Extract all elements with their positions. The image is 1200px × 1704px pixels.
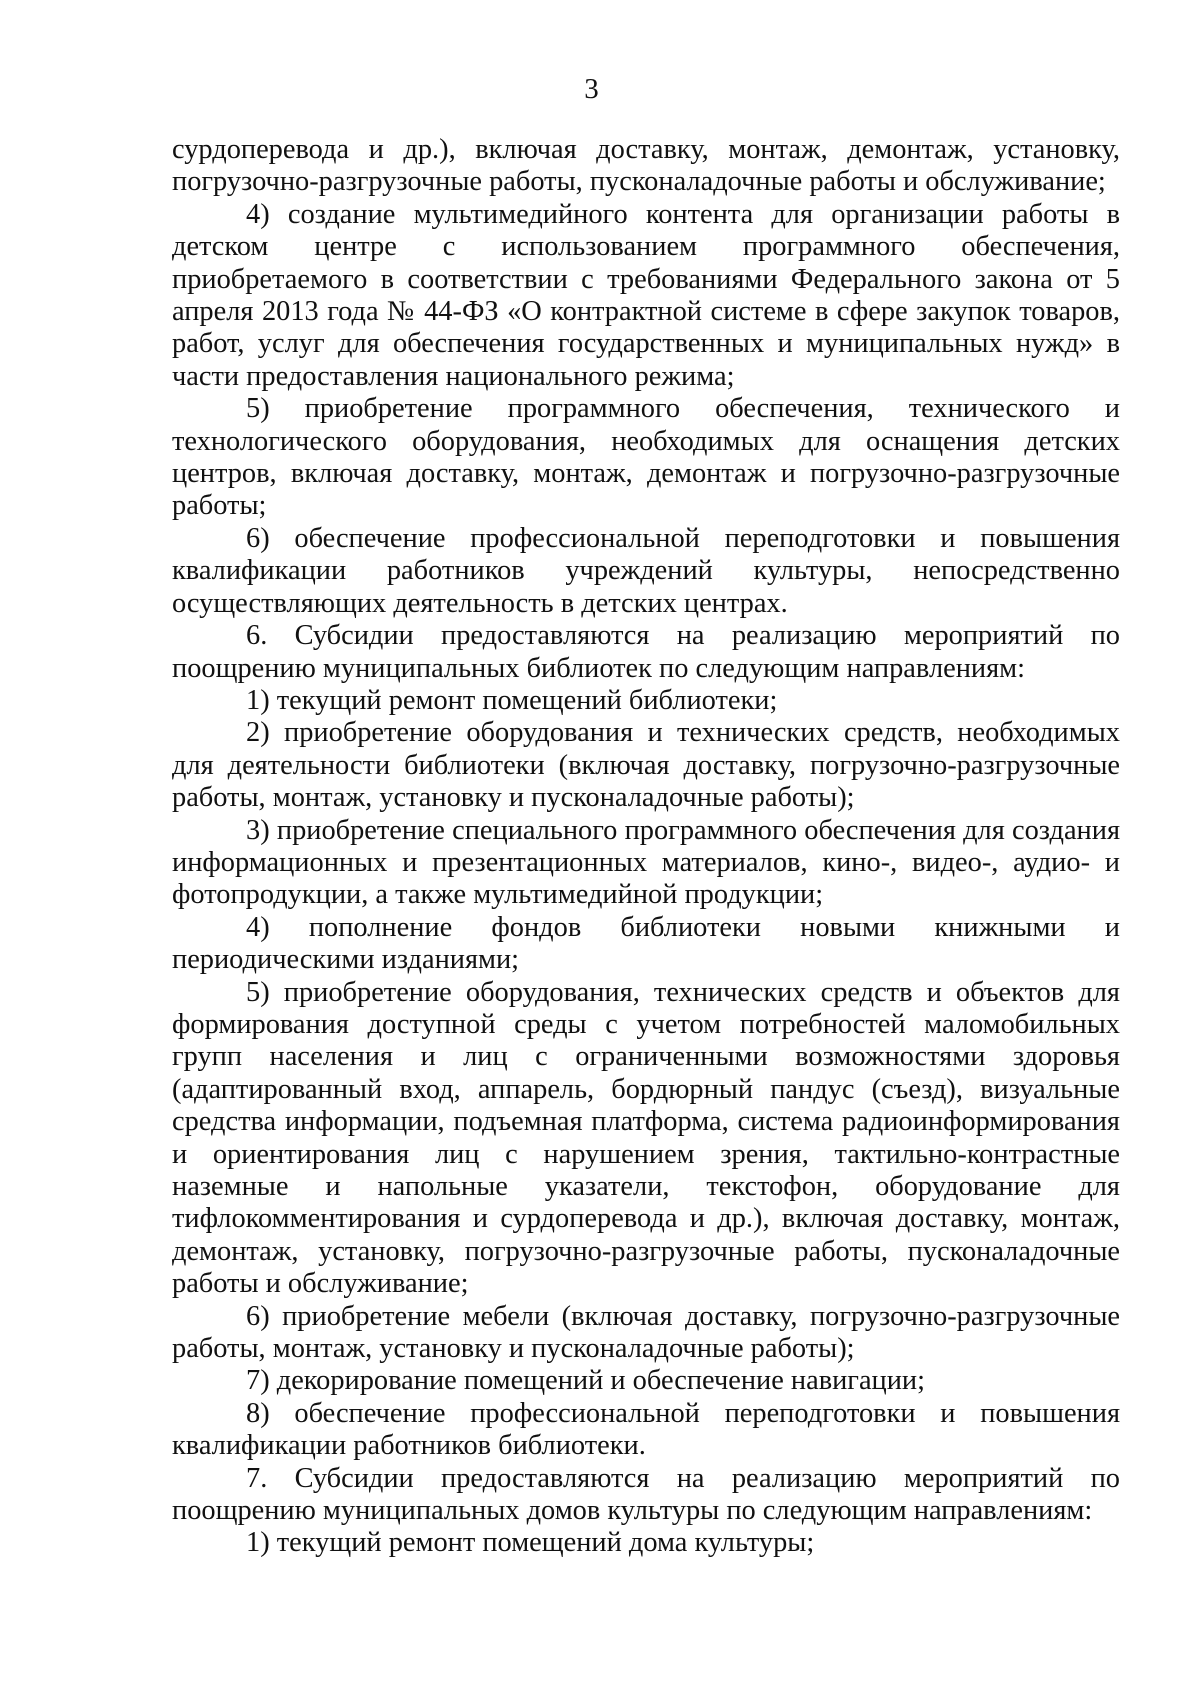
paragraph-section-7-culture-houses: 7. Субсидии предоставляются на реализацию мероприятий по поощрению муниципальных домов культуры по следующим направлениям: [172, 1462, 1120, 1527]
paragraph-library-item-3: 3) приобретение специального программного обеспечения для создания информационных и презентационных материалов, кино-, видео-, аудио- и фотопродукции, а также мультимедийной продукции; [172, 814, 1120, 911]
paragraph-culture-house-item-1: 1) текущий ремонт помещений дома культуры; [246, 1527, 815, 1559]
paragraph-library-item-6: 6) приобретение мебели (включая доставку, погрузочно-разгрузочные работы, монтаж, установку и пусконаладочные работы); [172, 1300, 1120, 1365]
paragraph-library-item-4: 4) пополнение фондов библиотеки новыми книжными и периодическими изданиями; [172, 911, 1120, 976]
paragraph-library-item-5: 5) приобретение оборудования, технических средств и объектов для формирования доступной среды с учетом потребностей маломобильных групп населения и лиц с ограниченными возможностями здоровья (адаптированный вход, аппарель, бордюрный пандус (съезд), визуальные средства информации, подъемная платформа, система радиоинформирования и ориентирования лиц с нарушением зрения, тактильно-контрастные наземные и напольные указатели, текстофон, оборудование для тифлокомментирования и сурдоперевода и др.), включая доставку, монтаж, демонтаж, установку, погрузочно-разгрузочные работы, пусконаладочные работы и обслуживание; [172, 976, 1120, 1300]
paragraph-item-4-multimedia: 4) создание мультимедийного контента для организации работы в детском центре с использованием программного обеспечения, приобретаемого в соответствии с требованиями Федерального закона от 5 апреля 2013 года № 44-ФЗ «О контрактной системе в сфере закупок товаров, работ, услуг для обеспечения государственных и муниципальных нужд» в части предоставления национального режима; [172, 198, 1120, 392]
paragraph-section-6-libraries: 6. Субсидии предоставляются на реализацию мероприятий по поощрению муниципальных библиотек по следующим направлениям: [172, 620, 1120, 684]
paragraph-library-item-1: 1) текущий ремонт помещений библиотеки; [246, 684, 778, 716]
paragraph-item-6-training: 6) обеспечение профессиональной переподготовки и повышения квалификации работников учреждений культуры, непосредственно осуществляющих деятельность в детских центрах. [172, 522, 1120, 619]
paragraph-continuation: сурдоперевода и др.), включая доставку, монтаж, демонтаж, установку, погрузочно-разгрузочные работы, пусконаладочные работы и обслуживание; [172, 134, 1120, 198]
paragraph-item-5-equipment: 5) приобретение программного обеспечения, технического и технологического оборудования, необходимых для оснащения детских центров, включая доставку, монтаж, демонтаж и погрузочно-разгрузочные работы; [172, 393, 1120, 522]
page-number: 3 [584, 73, 599, 105]
paragraph-library-item-8: 8) обеспечение профессиональной переподготовки и повышения квалификации работников библиотеки. [172, 1397, 1120, 1462]
document-body [172, 134, 1120, 1560]
paragraph-library-item-7: 7) декорирование помещений и обеспечение навигации; [246, 1365, 926, 1397]
paragraph-library-item-2: 2) приобретение оборудования и технических средств, необходимых для деятельности библиотеки (включая доставку, погрузочно-разгрузочные работы, монтаж, установку и пусконаладочные работы); [172, 717, 1120, 814]
